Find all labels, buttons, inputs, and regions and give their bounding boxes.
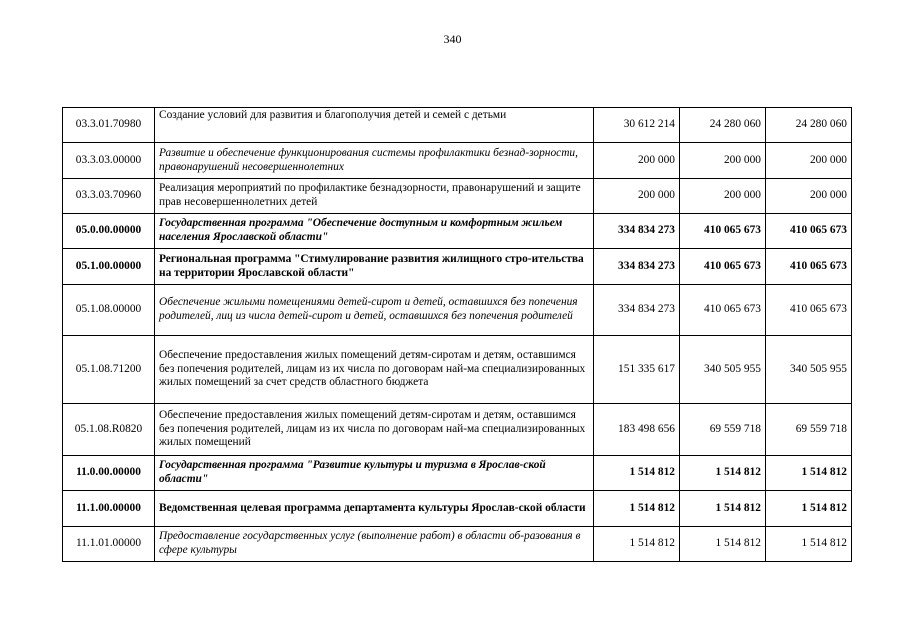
- row-description: Реализация мероприятий по профилактике безнадзорности, правонарушений и защите прав несовершеннолетних детей: [155, 179, 594, 214]
- row-value-2: 200 000: [680, 179, 766, 214]
- row-value-3: 410 065 673: [766, 249, 852, 285]
- row-value-1: 183 498 656: [594, 404, 680, 456]
- table-row: [63, 179, 852, 214]
- row-code: 03.3.03.70960: [63, 179, 155, 214]
- row-code: 03.3.01.70980: [63, 108, 155, 143]
- row-description: Предоставление государственных услуг (выполнение работ) в области об-разования в сфере культуры: [155, 527, 594, 562]
- row-description: Развитие и обеспечение функционирования системы профилактики безнад-зорности, правонарушений несовершеннолетних: [155, 143, 594, 179]
- row-value-2: 410 065 673: [680, 214, 766, 249]
- row-value-3: 1 514 812: [766, 456, 852, 491]
- row-code: 11.1.00.00000: [63, 491, 155, 527]
- row-value-1: 200 000: [594, 179, 680, 214]
- row-description: Обеспечение предоставления жилых помещений детям-сиротам и детям, оставшимся без попечения родителей, лицам из их числа по договорам най-ма специализированных жилых помещений: [155, 404, 594, 456]
- row-value-2: 410 065 673: [680, 285, 766, 336]
- row-description: Обеспечение предоставления жилых помещений детям-сиротам и детям, оставшимся без попечения родителей, лицам из их числа по договорам най-ма специализированных жилых помещений за счет средств областного бюджета: [155, 336, 594, 404]
- row-value-2: 1 514 812: [680, 491, 766, 527]
- row-description: Создание условий для развития и благополучия детей и семей с детьми: [155, 108, 594, 143]
- row-code: 05.1.08.71200: [63, 336, 155, 404]
- row-value-1: 334 834 273: [594, 214, 680, 249]
- row-value-2: 200 000: [680, 143, 766, 179]
- row-code: 05.1.08.R0820: [63, 404, 155, 456]
- row-value-2: 1 514 812: [680, 456, 766, 491]
- row-code: 05.1.08.00000: [63, 285, 155, 336]
- table-row: [63, 404, 852, 456]
- budget-table: [62, 107, 852, 562]
- row-value-3: 69 559 718: [766, 404, 852, 456]
- row-value-1: 30 612 214: [594, 108, 680, 143]
- row-value-2: 24 280 060: [680, 108, 766, 143]
- row-code: 05.1.00.00000: [63, 249, 155, 285]
- row-value-1: 334 834 273: [594, 249, 680, 285]
- row-value-3: 1 514 812: [766, 491, 852, 527]
- table-row: [63, 491, 852, 527]
- row-value-1: 200 000: [594, 143, 680, 179]
- row-value-3: 410 065 673: [766, 214, 852, 249]
- row-value-2: 1 514 812: [680, 527, 766, 562]
- row-value-2: 410 065 673: [680, 249, 766, 285]
- table-row: [63, 108, 852, 143]
- row-value-1: 1 514 812: [594, 527, 680, 562]
- table-row: [63, 285, 852, 336]
- row-code: 03.3.03.00000: [63, 143, 155, 179]
- row-code: 11.0.00.00000: [63, 456, 155, 491]
- row-code: 05.0.00.00000: [63, 214, 155, 249]
- row-value-1: 1 514 812: [594, 456, 680, 491]
- row-value-3: 410 065 673: [766, 285, 852, 336]
- row-value-3: 24 280 060: [766, 108, 852, 143]
- table-row: [63, 249, 852, 285]
- table-row: [63, 527, 852, 562]
- row-description: Региональная программа "Стимулирование развития жилищного стро-ительства на территории Ярославской области": [155, 249, 594, 285]
- row-value-3: 340 505 955: [766, 336, 852, 404]
- row-description: Обеспечение жилыми помещениями детей-сирот и детей, оставшихся без попечения родителей, лиц из числа детей-сирот и детей, оставшихся без попечения родителей: [155, 285, 594, 336]
- table-row: [63, 143, 852, 179]
- row-value-3: 1 514 812: [766, 527, 852, 562]
- row-value-1: 1 514 812: [594, 491, 680, 527]
- row-description: Ведомственная целевая программа департамента культуры Ярослав-ской области: [155, 491, 594, 527]
- row-description: Государственная программа "Обеспечение доступным и комфортным жильем населения Ярославской области": [155, 214, 594, 249]
- row-value-2: 69 559 718: [680, 404, 766, 456]
- row-value-1: 151 335 617: [594, 336, 680, 404]
- row-description: Государственная программа "Развитие культуры и туризма в Ярослав-ской области": [155, 456, 594, 491]
- row-code: 11.1.01.00000: [63, 527, 155, 562]
- row-value-1: 334 834 273: [594, 285, 680, 336]
- table-row: [63, 336, 852, 404]
- row-value-3: 200 000: [766, 143, 852, 179]
- table-row: [63, 456, 852, 491]
- table-row: [63, 214, 852, 249]
- page-number: 340: [443, 32, 462, 46]
- row-value-2: 340 505 955: [680, 336, 766, 404]
- row-value-3: 200 000: [766, 179, 852, 214]
